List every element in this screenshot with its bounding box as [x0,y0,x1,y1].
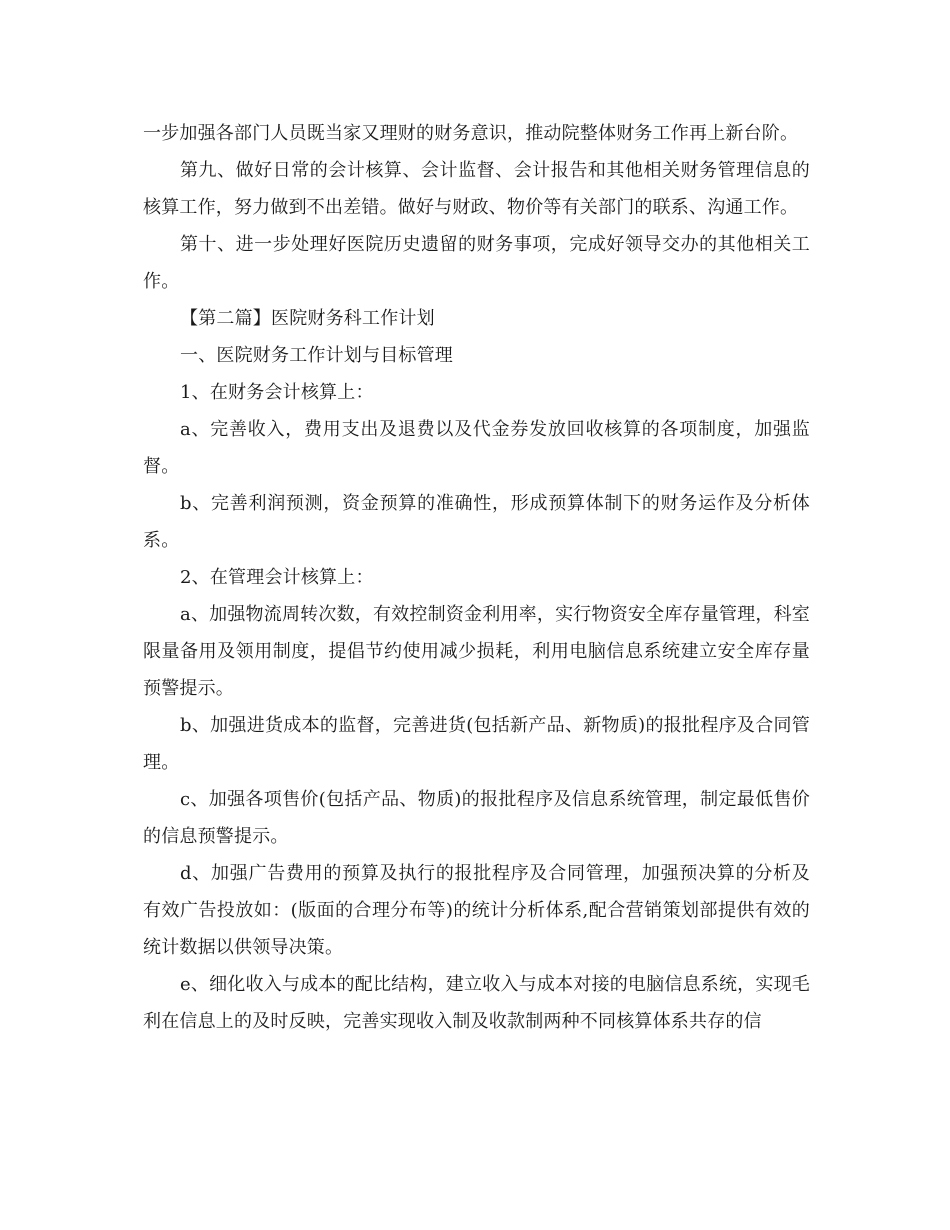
paragraph-item-ten: 第十、进一步处理好医院历史遗留的财务事项，完成好领导交办的其他相关工作。 [143,234,810,292]
paragraph-continuation: 一步加强各部门人员既当家又理财的财务意识，推动院整体财务工作再上新台阶。 [143,123,799,144]
list-item-c: c、加强各项售价(包括产品、物质)的报批程序及信息系统管理，制定最低售价的信息预警提示。 [143,789,810,847]
document-body [143,115,810,1040]
list-heading-management-accounting: 2、在管理会计核算上： [180,567,374,588]
list-item-a: a、加强物流周转次数，有效控制资金利用率，实行物资安全库存量管理，科室限量备用及领用制度，提倡节约使用减少损耗，利用电脑信息系统建立安全库存量预警提示。 [143,604,810,699]
list-item-d: d、加强广告费用的预算及执行的报批程序及合同管理，加强预决算的分析及有效广告投放如：(版面的合理分布等)的统计分析体系,配合营销策划部提供有效的统计数据以供领导决策。 [143,863,810,958]
paragraph-item-nine: 第九、做好日常的会计核算、会计监督、会计报告和其他相关财务管理信息的核算工作，努力做到不出差错。做好与财政、物价等有关部门的联系、沟通工作。 [143,160,810,218]
list-item-b: b、完善利润预测，资金预算的准确性，形成预算体制下的财务运作及分析体系。 [143,493,810,551]
section-heading: 【第二篇】医院财务科工作计划 [180,308,435,329]
list-item-a: a、完善收入，费用支出及退费以及代金券发放回收核算的各项制度，加强监督。 [143,419,810,477]
list-item-b: b、加强进货成本的监督，完善进货(包括新产品、新物质)的报批程序及合同管理。 [143,715,810,773]
subsection-heading: 一、医院财务工作计划与目标管理 [180,345,453,366]
list-item-e: e、细化收入与成本的配比结构，建立收入与成本对接的电脑信息系统，实现毛利在信息上的及时反映，完善实现收入制及收款制两种不同核算体系共存的信 [143,974,810,1032]
list-heading-financial-accounting: 1、在财务会计核算上： [180,382,374,403]
